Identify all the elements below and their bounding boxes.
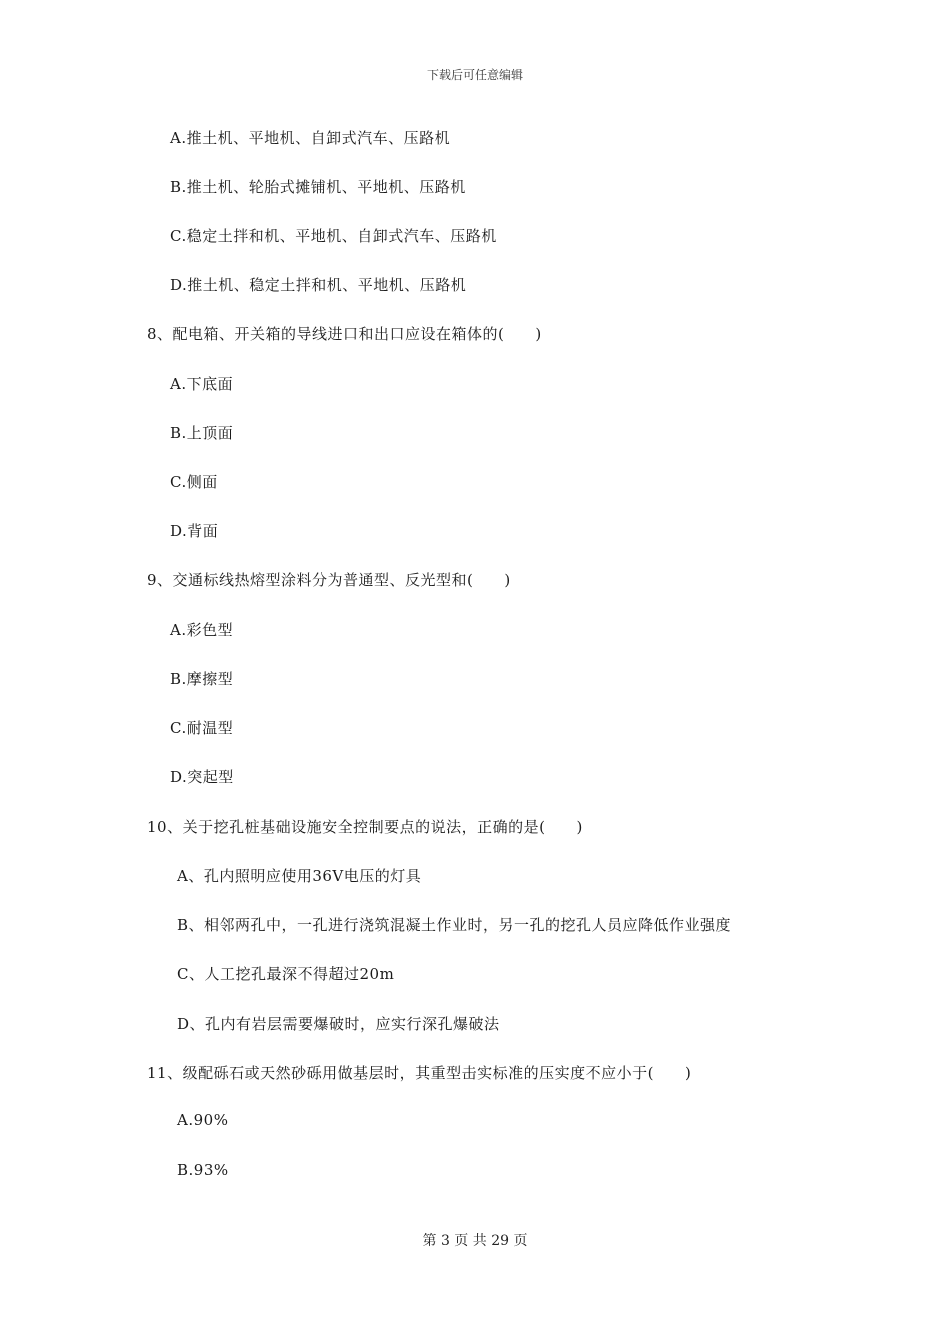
- question-8-option-a: A.下底面: [170, 375, 234, 393]
- question-11-stem: 11、级配砾石或天然砂砾用做基层时，其重型击实标准的压实度不应小于( ): [147, 1064, 692, 1082]
- question-11-option-a: A.90%: [177, 1111, 229, 1129]
- option-a: A.推土机、平地机、自卸式汽车、压路机: [170, 129, 451, 147]
- page-header: 下载后可任意编辑: [426, 68, 523, 82]
- question-9-option-a: A.彩色型: [170, 621, 234, 639]
- question-10-option-c: C、人工挖孔最深不得超过20m: [177, 965, 395, 983]
- question-9-option-c: C.耐温型: [170, 719, 234, 737]
- question-10-option-b: B、相邻两孔中，一孔进行浇筑混凝土作业时，另一孔的挖孔人员应降低作业强度: [177, 916, 732, 934]
- question-9-stem: 9、交通标线热熔型涂料分为普通型、反光型和( ): [147, 571, 511, 589]
- option-d: D.推土机、稳定土拌和机、平地机、压路机: [170, 276, 467, 294]
- option-c: C.稳定土拌和机、平地机、自卸式汽车、压路机: [170, 227, 497, 245]
- question-10-option-a: A、孔内照明应使用36V电压的灯具: [177, 867, 422, 885]
- question-10-option-d: D、孔内有岩层需要爆破时，应实行深孔爆破法: [177, 1015, 500, 1033]
- option-b: B.推土机、轮胎式摊铺机、平地机、压路机: [170, 178, 466, 196]
- question-10-stem: 10、关于挖孔桩基础设施安全控制要点的说法，正确的是( ): [147, 818, 583, 836]
- question-11-option-b: B.93%: [177, 1161, 229, 1179]
- question-8-option-d: D.背面: [170, 522, 219, 540]
- question-9-option-b: B.摩擦型: [170, 670, 234, 688]
- question-8-stem: 8、配电箱、开关箱的导线进口和出口应设在箱体的( ): [147, 325, 542, 343]
- page-footer: 第 3 页 共 29 页: [422, 1233, 528, 1249]
- question-8-option-b: B.上顶面: [170, 424, 234, 442]
- question-9-option-d: D.突起型: [170, 768, 234, 786]
- question-8-option-c: C.侧面: [170, 473, 218, 491]
